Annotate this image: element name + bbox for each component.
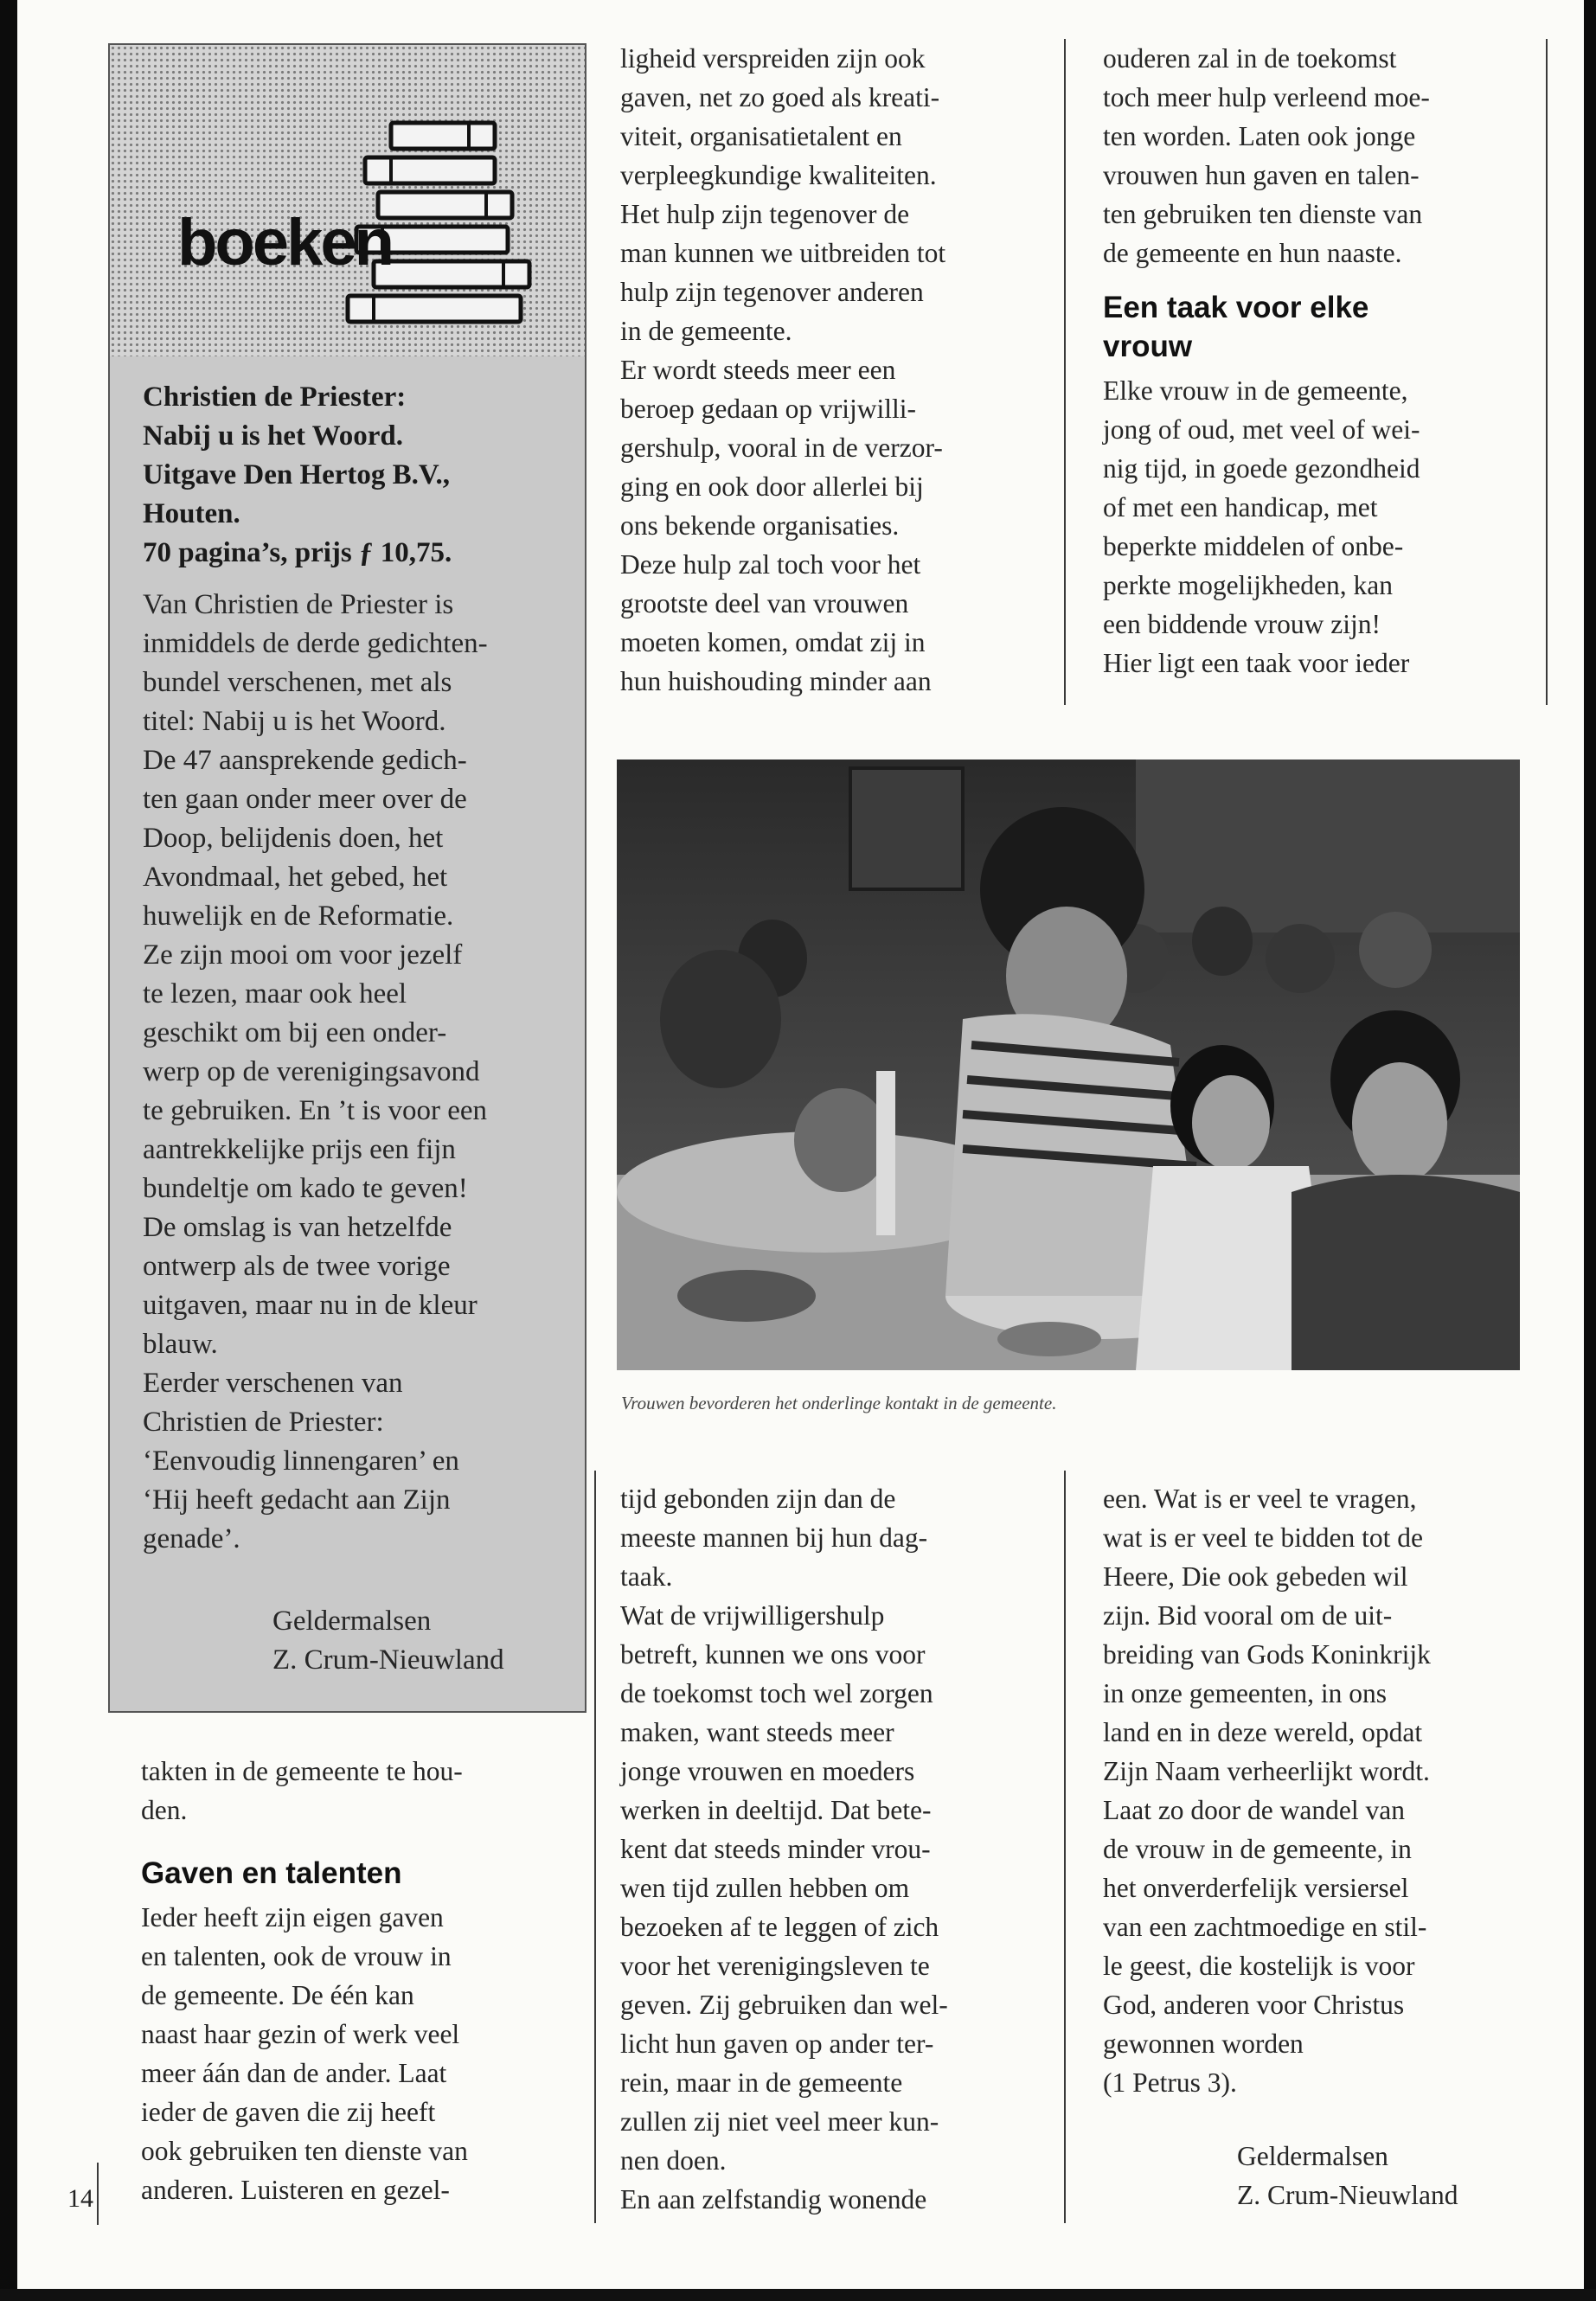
book-title-line: 70 pagina’s, prijs ƒ 10,75. (143, 537, 452, 568)
text-line: moeten komen, omdat zij in (620, 627, 926, 657)
scan-edge-right (1584, 0, 1596, 2301)
text-line: een biddende vrouw zijn! (1103, 609, 1381, 639)
text-line: maken, want steeds meer (620, 1717, 894, 1747)
text-line: bezoeken af te leggen of zich (620, 1912, 939, 1942)
book-title-line: Houten. (143, 498, 240, 529)
text-line: in onze gemeenten, in ons (1103, 1678, 1388, 1708)
section-heading-taak (1103, 288, 1535, 366)
text-line: ‘Hij heeft gedacht aan Zijn (143, 1484, 451, 1516)
text-line: ten gebruiken ten dienste van (1103, 199, 1423, 229)
text-line: of met een handicap, met (1103, 492, 1378, 522)
book-review-box (108, 43, 586, 1713)
text-line: Van Christien de Priester is (143, 589, 454, 620)
text-line: Ze zijn mooi om voor jezelf (143, 939, 463, 971)
text-line: Het hulp zijn tegenover de (620, 199, 910, 229)
text-line: geven. Zij gebruiken dan wel- (620, 1990, 948, 2020)
text-line: Zijn Naam verheerlijkt wordt. (1103, 1756, 1430, 1786)
text-line: Ieder heeft zijn eigen gaven (141, 1902, 444, 1932)
text-line: werp op de verenigingsavond (143, 1056, 480, 1087)
article-column-middle-top (620, 39, 1053, 701)
text-line: de toekomst toch wel zorgen (620, 1678, 933, 1708)
text-line: vrouwen hun gaven en talen- (1103, 160, 1420, 190)
column-rule (1546, 39, 1548, 705)
text-line: geschikt om bij een onder- (143, 1017, 447, 1048)
text-line: Hier ligt een taak voor ieder (1103, 648, 1410, 678)
text-line: Christien de Priester: (143, 1407, 384, 1438)
text-line: hulp zijn tegenover anderen (620, 277, 924, 307)
column-rule (594, 1471, 596, 2223)
review-signature (272, 1602, 584, 1680)
column-rule (1064, 39, 1066, 705)
text-line: de vrouw in de gemeente, in (1103, 1834, 1412, 1864)
text-line: takten in de gemeente te hou- (141, 1756, 463, 1786)
text-line: le geest, die kostelijk is voor (1103, 1951, 1415, 1981)
scan-edge-left (0, 0, 17, 2301)
text-line: de gemeente en hun naaste. (1103, 238, 1402, 268)
text-line: anderen. Luisteren en gezel- (141, 2175, 450, 2205)
text-line: nen doen. (620, 2145, 727, 2176)
text-line: ten worden. Laten ook jonge (1103, 121, 1416, 151)
books-logo-panel (110, 45, 585, 356)
text-line: De omslag is van hetzelfde (143, 1212, 452, 1243)
text-line: aantrekkelijke prijs een fijn (143, 1134, 456, 1165)
text-line: perkte mogelijkheden, kan (1103, 570, 1394, 600)
text-line: Heere, Die ook gebeden wil (1103, 1561, 1408, 1592)
text-line: De 47 aansprekende gedich- (143, 745, 467, 776)
text-line: wat is er veel te bidden tot de (1103, 1522, 1424, 1553)
text-line: licht hun gaven op ander ter- (620, 2029, 934, 2059)
text-line: jong of oud, met veel of wei- (1103, 414, 1420, 445)
text-line: betreft, kunnen we ons voor (620, 1639, 926, 1670)
text-line: Doop, belijdenis doen, het (143, 823, 444, 854)
section-logo-text: boeken (177, 206, 393, 279)
article-column-left (141, 1752, 574, 2209)
text-line: (1 Petrus 3). (1103, 2067, 1237, 2098)
text-line: een. Wat is er veel te vragen, (1103, 1484, 1417, 1514)
signature-author: Z. Crum-Nieuwland (272, 1644, 504, 1676)
text-line: Eerder verschenen van (143, 1368, 403, 1399)
book-title-block (143, 378, 567, 573)
text-line: ging en ook door allerlei bij (620, 471, 924, 502)
text-line: huwelijk en de Reformatie. (143, 901, 454, 932)
text-line: Avondmaal, het gebed, het (143, 862, 448, 893)
text-line: rein, maar in de gemeente (620, 2067, 903, 2098)
text-line: te lezen, maar ook heel (143, 978, 407, 1009)
text-line: ieder de gaven die zij heeft (141, 2097, 436, 2127)
text-line: bundeltje om kado te geven! (143, 1173, 468, 1204)
heading-line: Een taak voor elke (1103, 291, 1369, 324)
signature-place: Geldermalsen (1237, 2141, 1388, 2171)
text-line: uitgaven, maar nu in de kleur (143, 1290, 478, 1321)
text-line: meeste mannen bij hun dag- (620, 1522, 928, 1553)
text-line: man kunnen we uitbreiden tot (620, 238, 946, 268)
text-line: bundel verschenen, met als (143, 667, 452, 698)
text-line: God, anderen voor Christus (1103, 1990, 1405, 2020)
section-heading-gaven: Gaven en talenten (141, 1856, 402, 1890)
text-line: ‘Eenvoudig linnengaren’ en (143, 1445, 459, 1477)
text-line: gewonnen worden (1103, 2029, 1304, 2059)
text-line: hun huishouding minder aan (620, 666, 932, 696)
text-line: ontwerp als de twee vorige (143, 1251, 451, 1282)
text-line: werken in deeltijd. Dat bete- (620, 1795, 932, 1825)
text-line: breiding van Gods Koninkrijk (1103, 1639, 1431, 1670)
text-line: genade’. (143, 1523, 240, 1554)
text-line: kent dat steeds minder vrou- (620, 1834, 931, 1864)
book-title-line: Nabij u is het Woord. (143, 420, 404, 452)
text-line: gaven, net zo goed als kreati- (620, 82, 940, 112)
text-line: Er wordt steeds meer een (620, 355, 896, 385)
text-line: naast haar gezin of werk veel (141, 2019, 460, 2049)
text-line: beroep gedaan op vrijwilli- (620, 394, 917, 424)
text-line: zijn. Bid vooral om de uit- (1103, 1600, 1393, 1631)
text-line: ouderen zal in de toekomst (1103, 43, 1397, 74)
heading-line: vrouw (1103, 330, 1193, 363)
signature-author: Z. Crum-Nieuwland (1237, 2180, 1458, 2210)
photo-caption: Vrouwen bevorderen het onderlinge kontakt in de gemeente. (621, 1393, 1057, 1413)
text-line: en talenten, ook de vrouw in (141, 1941, 452, 1971)
text-line: taak. (620, 1561, 673, 1592)
text-line: in de gemeente. (620, 316, 792, 346)
text-line: inmiddels de derde gedichten- (143, 628, 488, 659)
book-review-text (143, 586, 580, 1559)
text-line: tijd gebonden zijn dan de (620, 1484, 896, 1514)
column-rule (1064, 1471, 1066, 2223)
text-line: ten gaan onder meer over de (143, 784, 467, 815)
text-line: van een zachtmoedige en stil- (1103, 1912, 1427, 1942)
text-line: den. (141, 1795, 188, 1825)
text-line: land en in deze wereld, opdat (1103, 1717, 1423, 1747)
text-line: verpleegkundige kwaliteiten. (620, 160, 937, 190)
text-line: het onverderfelijk versiersel (1103, 1873, 1409, 1903)
scan-edge-bottom (0, 2289, 1596, 2301)
text-line: gershulp, vooral in de verzor- (620, 433, 943, 463)
text-line: wen tijd zullen hebben om (620, 1873, 910, 1903)
text-line: nig tijd, in goede gezondheid (1103, 453, 1420, 484)
text-line: beperkte middelen of onbe- (1103, 531, 1404, 561)
text-line: de gemeente. De één kan (141, 1980, 414, 2010)
text-line: blauw. (143, 1329, 218, 1360)
text-line: Elke vrouw in de gemeente, (1103, 375, 1408, 406)
article-signature (1103, 2137, 1540, 2214)
text-line: ook gebruiken ten dienste van (141, 2136, 468, 2166)
photo-women-at-table (617, 760, 1520, 1370)
text-line: jonge vrouwen en moeders (620, 1756, 915, 1786)
text-line: titel: Nabij u is het Woord. (143, 706, 446, 737)
text-line: Deze hulp zal toch voor het (620, 549, 921, 580)
article-column-middle-bottom (620, 1479, 1053, 2219)
text-line: toch meer hulp verleend moe- (1103, 82, 1430, 112)
book-title-line: Christien de Priester: (143, 381, 407, 413)
text-line: En aan zelfstandig wonende (620, 2184, 927, 2214)
text-line: ligheid verspreiden zijn ook (620, 43, 926, 74)
text-line: ons bekende organisaties. (620, 510, 900, 541)
book-title-line: Uitgave Den Hertog B.V., (143, 459, 451, 490)
article-photo (617, 760, 1520, 1370)
text-line: grootste deel van vrouwen (620, 588, 909, 619)
column-rule (97, 2163, 99, 2225)
text-line: Laat zo door de wandel van (1103, 1795, 1405, 1825)
text-line: te gebruiken. En ’t is voor een (143, 1095, 488, 1126)
text-line: meer áán dan de ander. Laat (141, 2058, 447, 2088)
signature-place: Geldermalsen (272, 1606, 432, 1637)
article-column-right-bottom (1103, 1479, 1540, 2214)
page-number: 14 (67, 2184, 93, 2213)
article-column-right-top (1103, 39, 1535, 683)
text-line: zullen zij niet veel meer kun- (620, 2106, 939, 2137)
text-line: viteit, organisatietalent en (620, 121, 902, 151)
text-line: Wat de vrijwilligershulp (620, 1600, 885, 1631)
text-line: voor het verenigingsleven te (620, 1951, 930, 1981)
